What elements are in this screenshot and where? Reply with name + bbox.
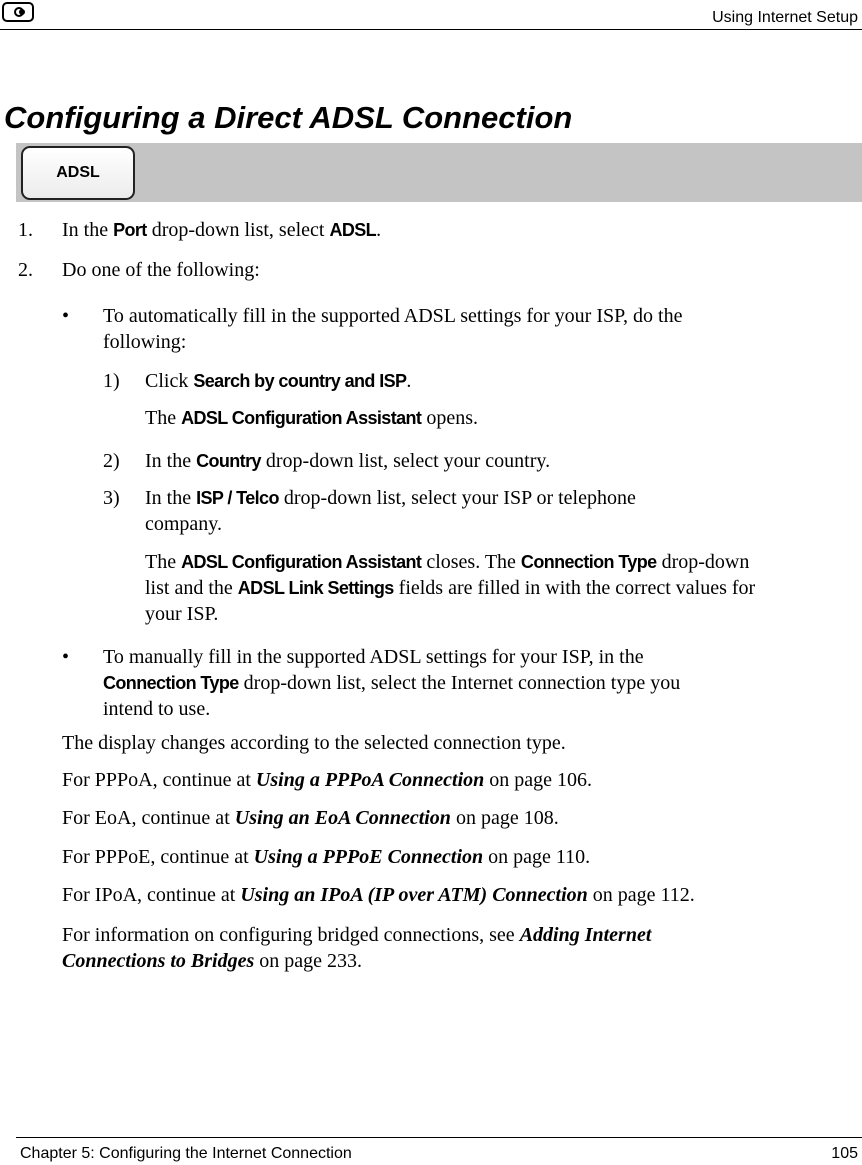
pppoa-link[interactable]: Using a PPPoA Connection — [255, 769, 485, 791]
substep-3-result-line2: list and the ADSL Link Settings fields are filled in with the correct values for — [145, 577, 756, 599]
bullet-2-mark: • — [62, 646, 70, 668]
port-label: Port — [113, 220, 147, 240]
step-1-number: 1. — [18, 219, 33, 241]
footer-chapter: Chapter 5: Configuring the Internet Connection — [20, 1145, 352, 1162]
assistant-label-2: ADSL Configuration Assistant — [181, 552, 422, 572]
bullet-2-line3: intend to use. — [103, 698, 211, 720]
logo-icon — [2, 2, 34, 22]
bullet-1-mark: • — [62, 305, 70, 327]
step-2-number: 2. — [18, 259, 33, 281]
bridge-line-2: Connections to Bridges on page 233. — [62, 950, 363, 972]
bridge-link-part2[interactable]: Connections to Bridges — [62, 950, 255, 972]
bridge-line-1: For information on configuring bridged connections, see Adding Internet — [62, 924, 652, 946]
adsl-link-settings-label: ADSL Link Settings — [237, 578, 394, 598]
ipoa-link[interactable]: Using an IPoA (IP over ATM) Connection — [240, 884, 588, 906]
substep-3-number: 3) — [103, 487, 120, 509]
step-2-text: Do one of the following: — [62, 259, 260, 281]
footer-divider — [16, 1137, 862, 1138]
bullet-2-line1: To manually fill in the supported ADSL settings for your ISP, in the — [103, 646, 644, 668]
eoa-line: For EoA, continue at Using an EoA Connection on page 108. — [62, 807, 559, 829]
page-title: Configuring a Direct ADSL Connection — [4, 100, 573, 135]
substep-1-result: The ADSL Configuration Assistant opens. — [145, 407, 478, 429]
bridge-link-part1[interactable]: Adding Internet — [519, 924, 652, 946]
substep-3-line2: company. — [145, 513, 223, 535]
footer-page-number: 105 — [831, 1145, 858, 1162]
substep-3-text: In the ISP / Telco drop-down list, select your ISP or telephone — [145, 487, 636, 509]
substep-2-text: In the Country drop-down list, select your country. — [145, 450, 551, 472]
pppoa-line: For PPPoA, continue at Using a PPPoA Connection on page 106. — [62, 769, 593, 791]
display-note: The display changes according to the selected connection type. — [62, 732, 566, 754]
assistant-label: ADSL Configuration Assistant — [181, 408, 422, 428]
ipoa-line: For IPoA, continue at Using an IPoA (IP over ATM) Connection on page 112. — [62, 884, 695, 906]
isp-telco-label: ISP / Telco — [196, 488, 279, 508]
connection-type-label-2: Connection Type — [103, 673, 239, 693]
eoa-link[interactable]: Using an EoA Connection — [234, 807, 451, 829]
search-by-country-label: Search by country and ISP — [193, 371, 407, 391]
bullet-1-line1: To automatically fill in the supported ADSL settings for your ISP, do the — [103, 305, 683, 327]
bullet-2-line2: Connection Type drop-down list, select the Internet connection type you — [103, 672, 681, 694]
pppoe-link[interactable]: Using a PPPoE Connection — [253, 846, 484, 868]
substep-1-text: Click Search by country and ISP. — [145, 370, 412, 392]
bullet-1-line2: following: — [103, 331, 187, 353]
substep-3-result-line3: your ISP. — [145, 603, 219, 625]
header-divider — [0, 29, 862, 30]
step-1-text: In the Port drop-down list, select ADSL. — [62, 219, 382, 241]
header-title: Using Internet Setup — [712, 9, 858, 26]
substep-2-number: 2) — [103, 450, 120, 472]
connection-type-label: Connection Type — [520, 552, 657, 572]
pppoe-line: For PPPoE, continue at Using a PPPoE Connection on page 110. — [62, 846, 591, 868]
toolbar-strip — [16, 143, 862, 202]
adsl-option-label: ADSL — [329, 220, 377, 240]
substep-3-result: The ADSL Configuration Assistant closes. The Connection Type drop-down — [145, 551, 750, 573]
substep-1-number: 1) — [103, 370, 120, 392]
country-label: Country — [196, 451, 261, 471]
adsl-button[interactable]: ADSL — [21, 146, 135, 200]
